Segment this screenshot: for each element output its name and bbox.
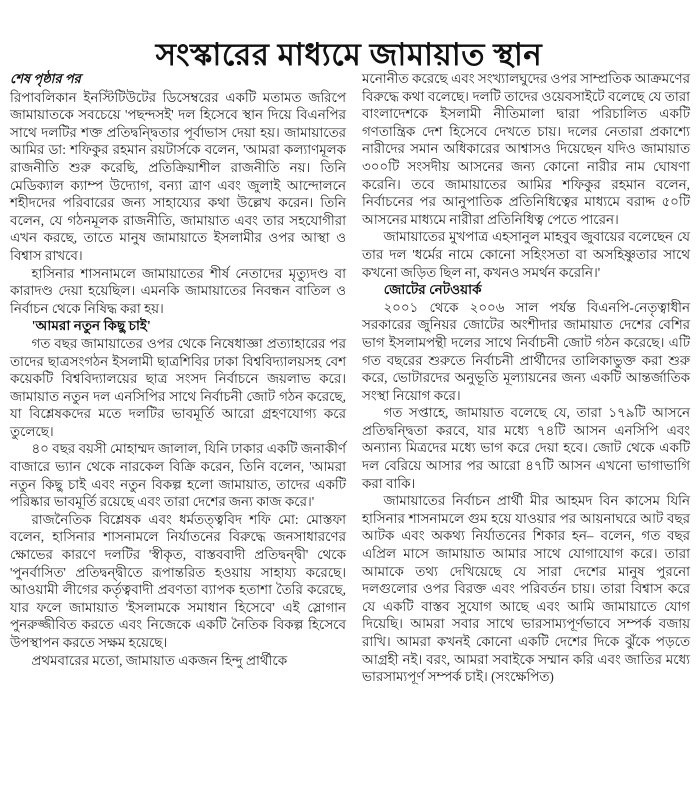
paragraph: প্রথমবারের মতো, জামায়াত একজন হিন্দু প্রার্থীকে (31, 652, 288, 668)
paragraph: জামায়াতের মুখপাত্র এহসানুল মাহবুব জুবায়ের বলেছেন যে তার দল 'ধর্মের নামে কোনো সহিংসতা বা অসহিষ্ণুতার সাথে কখনো জড়িত ছিল না, কখনও সমর্থন করেনি।' (362, 229, 690, 280)
paragraph: গত বছর জামায়াতের ওপর থেকে নিষেধাজ্ঞা প্রত্যাহারের পর তাদের ছাত্রসংগঠন ইসলামী ছাত্রশিবির ঢাকা বিশ্ববিদ্যালয়সহ বেশ কয়েকটি বিশ্ববিদ্যালয়ের ছাত্র সংসদ নির্বাচনে জয়লাভ করে। জামায়াত নতুন দল এনসিপির সাথে নির্বাচনী জোট গঠন করেছে, যা বিশ্লেষকদের মতে দলটির ভাবমূর্তি আরো গ্রহণযোগ্য করে তুলেছে। (10, 335, 346, 439)
subheading: 'আমরা নতুন কিছু চাই' (31, 318, 151, 334)
subheading: জোটের নেটওয়ার্ক (383, 282, 482, 298)
paragraph: ৪০ বছর বয়সী মোহাম্মদ জালাল, যিনি ঢাকার একটি জনাকীর্ণ বাজারে ভ্যান থেকে নারকেল বিক্রি করেন, তিনি বলেন, 'আমরা নতুন কিছু চাই এবং নতুন বিকল্প হলো জামায়াত, তাদের একটি পরিষ্কার ভাবমূর্তি রয়েছে এবং তারা দেশের জন্য কাজ করে।' (10, 441, 346, 510)
article-column-right (362, 70, 690, 686)
continued-label: শেষ পৃষ্ঠার পর (10, 71, 81, 86)
paragraph: হাসিনার শাসনামলে জামায়াতের শীর্ষ নেতাদের মৃত্যুদণ্ড বা কারাদণ্ড দেয়া হয়েছিল। এমনকি জামায়াতের নিবন্ধন বাতিল ও নির্বাচন থেকে নিষিদ্ধ করা হয়। (10, 265, 346, 316)
paragraph: রিপাবলিকান ইনস্টিটিউটের ডিসেম্বরের একটি মতামত জরিপে জামায়াতকে সবচেয়ে 'পছন্দসই' দল হিসেবে স্থান দিয়ে বিএনপির সাথে দলটির শক্ত প্রতিদ্বন্দ্বিতার পূর্বাভাস দেয়া হয়। জামায়াতের আমির ডা: শফিকুর রহমান রয়টার্সকে বলেন, 'আমরা কল্যাণমূলক রাজনীতি শুরু করেছি, প্রতিক্রিয়াশীল রাজনীতি নয়। তিনি মেডিক্যাল ক্যাম্প উদ্যোগ, বন্যা ত্রাণ এবং জুলাই আন্দোলনে শহীদদের পরিবারের জন্য সাহায্যের কথা উল্লেখ করেন। তিনি বলেন, যে গঠনমূলক রাজনীতি, জামায়াত এবং তার সহযোগীরা এখন করছে, তাতে মানুষ জামায়াতে ইসলামীর ওপর আস্থা ও বিশ্বাস রাখবে। (10, 89, 346, 263)
article-title: সংস্কারের মাধ্যমে জামায়াত স্থান (155, 36, 543, 72)
paragraph: গত সপ্তাহে, জামায়াত বলেছে যে, তারা ১৭৯টি আসনে প্রতিদ্বন্দ্বিতা করবে, যার মধ্যে ৭৪টি আসন এনসিপি এবং অন্যান্য মিত্রদের মধ্যে ভাগ করে দেয়া হবে। জোট থেকে একটি দল বেরিয়ে আসার পর আরো ৪৭টি আসন এখনো ভাগাভাগি করা বাকি। (362, 405, 690, 491)
paragraph: ২০০১ থেকে ২০০৬ সাল পর্যন্ত বিএনপি-নেতৃত্বাধীন সরকারের জুনিয়র জোটের অংশীদার জামায়াত দেশের বেশির ভাগ ইসলামপন্থী দলের সাথে নির্বাচনী জোট গঠন করেছে। এটি গত বছরের শুরুতে নির্বাচনী প্রার্থীদের তালিকাভুক্ত করা শুরু করে, ভোটারদের অনুভূতি মূল্যায়নের জন্য একটি আন্তর্জাতিক সংস্থা নিয়োগ করে। (362, 299, 690, 403)
paragraph: জামায়াতের নির্বাচন প্রার্থী মীর আহমদ বিন কাসেম যিনি হাসিনার শাসনামলে গুম হয়ে যাওয়ার পর আয়নাঘরে আট বছর আটক এবং অকথ্য নির্যাতনের শিকার হন– বলেন, গত বছর এপ্রিল মাসে জামায়াত আমার সাথে যোগাযোগ করে। তারা আমাকে তথ্য দেখিয়েছে যে সারা দেশের মানুষ পুরনো দলগুলোর ওপর বিরক্ত এবং পরিবর্তন চায়। তারা বিশ্বাস করে যে একটি বাস্তব সুযোগ আছে এবং আমি জামায়াতে যোগ দিয়েছি। আমরা সবার সাথে ভারসাম্যপূর্ণভাবে সম্পর্ক বজায় রাখি। আমরা কখনই কোনো একটি দেশের দিকে ঝুঁকে পড়তে আগ্রহী নই। বরং, আমরা সবাইকে সম্মান করি এবং জাতির মধ্যে ভারসাম্যপূর্ণ সম্পর্ক চাই। (সংক্ষেপিত) (362, 493, 690, 685)
paragraph: মনোনীত করেছে এবং সংখ্যালঘুদের ওপর সাম্প্রতিক আক্রমণের বিরুদ্ধে কথা বলেছে। দলটি তাদের ওয়েবসাইটে বলেছে যে তারা বাংলাদেশকে ইসলামী নীতিমালা দ্বারা পরিচালিত একটি গণতান্ত্রিক দেশ হিসেবে দেখতে চায়। দলের নেতারা প্রকাশ্যে নারীদের সমান অধিকারের আশ্বাসও দিয়েছেন যদিও জামায়াত ৩০০টি সংসদীয় আসনের জন্য কোনো নারীর নাম ঘোষণা করেনি। তবে জামায়াতের আমির শফিকুর রহমান বলেন, নির্বাচনের পর আনুপাতিক প্রতিনিধিত্বের মাধ্যমে বরাদ্দ ৫০টি আসনের মাধ্যমে নারীরা প্রতিনিধিত্ব পেতে পারেন। (362, 71, 690, 227)
article-column-left (10, 70, 346, 669)
paragraph: রাজনৈতিক বিশ্লেষক এবং ধর্মতত্ত্ববিদ শফি মো: মোস্তফা বলেন, হাসিনার শাসনামলে নির্যাতনের বিরুদ্ধে জনসাধারণের ক্ষোভের কারণে দলটির 'স্বীকৃত, বাস্তববাদী প্রতিদ্বন্দ্বী' থেকে 'পুনর্বাসিত' প্রতিদ্বন্দ্বীতে রূপান্তরিত হওয়ায় সাহায্য করেছে। আওয়ামী লীগের কর্তৃত্ববাদী প্রবণতা ব্যাপক হতাশা তৈরি করেছে, যার ফলে জামায়াত 'ইসলামকে সমাধান হিসেবে' এই স্লোগান পুনরুজ্জীবিত করতে এবং নিজেকে একটি নৈতিক বিকল্প হিসেবে উপস্থাপন করতে সক্ষম হয়েছে। (10, 511, 346, 650)
